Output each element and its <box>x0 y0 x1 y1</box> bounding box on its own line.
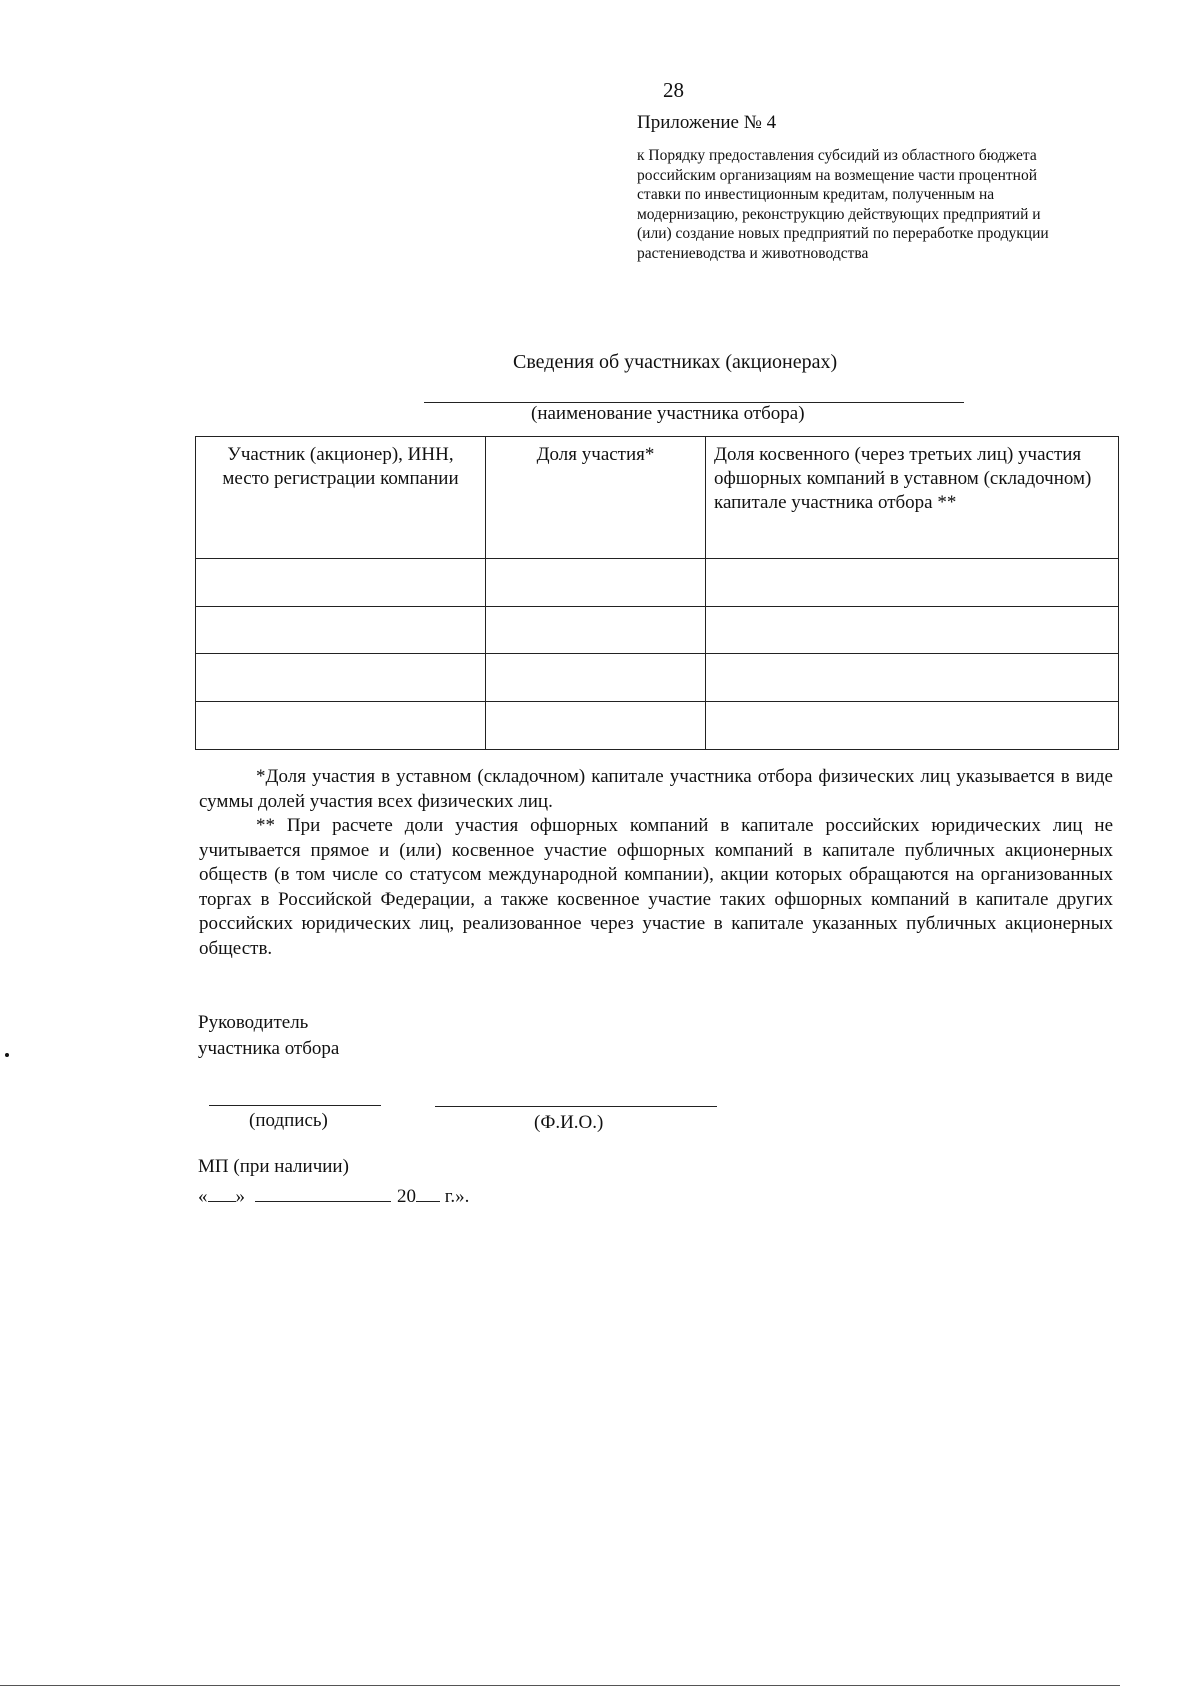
appendix-line: растениеводства и животноводства <box>637 244 869 262</box>
table-cell-offshore-share[interactable] <box>706 654 1119 702</box>
signature-field[interactable] <box>209 1105 381 1106</box>
table-row <box>196 702 1119 750</box>
appendix-line: российским организациям на возмещение части процентной <box>637 166 1037 184</box>
appendix-line: модернизацию, реконструкцию действующих предприятий и <box>637 205 1041 223</box>
date-month-field[interactable] <box>255 1183 391 1202</box>
table-cell-participant[interactable] <box>196 702 486 750</box>
table-row <box>196 606 1119 654</box>
table-header-row <box>196 437 1119 559</box>
full-name-field[interactable] <box>435 1106 717 1107</box>
footnote-offshore: ** При расчете доли участия офшорных компаний в капитале российских юридических лиц не учитывается прямое и (или) косвенное участие офшорных компаний в капитале публичных акционерных обществ (в том числе со статусом международной компании), акции которых обращаются на организованных торгах в Российской Федерации, а также косвенное участие таких офшорных компаний в капитале других российских юридических лиц, реализованное через участие в капитале указанных публичных акционерных обществ. <box>199 815 1113 959</box>
table-cell-participant[interactable] <box>196 558 486 606</box>
signatory-label <box>198 1010 339 1062</box>
appendix-line: (или) создание новых предприятий по переработке продукции <box>637 225 1049 243</box>
date-year-field[interactable] <box>416 1183 440 1202</box>
footnote-share: *Доля участия в уставном (складочном) капитале участника отбора физических лиц указывается в виде суммы долей участия всех физических лиц. <box>199 766 1113 812</box>
column-header-participant: Участник (акционер), ИНН, место регистрации компании <box>196 437 486 559</box>
full-name-caption: (Ф.И.О.) <box>534 1112 604 1133</box>
table-row <box>196 654 1119 702</box>
page-number: 28 <box>663 78 684 102</box>
signature-caption: (подпись) <box>249 1110 328 1131</box>
shareholders-table <box>195 436 1119 750</box>
column-header-offshore-share: Доля косвенного (через третьих лиц) участия офшорных компаний в уставном (складочном) капитале участника отбора ** <box>706 437 1119 559</box>
stamp-label: МП (при наличии) <box>198 1156 349 1177</box>
signatory-subtitle: участника отбора <box>198 1038 340 1059</box>
appendix-line: ставки по инвестиционным кредитам, полученным на <box>637 186 995 204</box>
page-bottom-edge <box>0 1685 1120 1686</box>
date-year-prefix: 20 <box>397 1186 416 1207</box>
date-open-quote: « <box>198 1186 208 1207</box>
form-title: Сведения об участниках (акционерах) <box>513 351 838 373</box>
table-cell-offshore-share[interactable] <box>706 702 1119 750</box>
column-header-share: Доля участия* <box>486 437 706 559</box>
table-cell-share[interactable] <box>486 654 706 702</box>
participant-name-caption: (наименование участника отбора) <box>531 403 805 424</box>
appendix-title: Приложение № 4 <box>637 112 777 133</box>
table-cell-share[interactable] <box>486 702 706 750</box>
appendix-line: к Порядку предоставления субсидий из областного бюджета <box>637 147 1037 164</box>
date-close-quote: » <box>235 1186 245 1207</box>
table-cell-share[interactable] <box>486 558 706 606</box>
date-line <box>198 1183 469 1209</box>
appendix-description <box>637 146 1127 264</box>
signatory-title: Руководитель <box>198 1012 309 1033</box>
table-cell-participant[interactable] <box>196 606 486 654</box>
date-year-suffix: г.». <box>440 1186 470 1207</box>
scan-speck <box>5 1053 9 1057</box>
table-cell-share[interactable] <box>486 606 706 654</box>
table-cell-offshore-share[interactable] <box>706 558 1119 606</box>
date-day-field[interactable] <box>208 1183 236 1202</box>
table-cell-offshore-share[interactable] <box>706 606 1119 654</box>
table-cell-participant[interactable] <box>196 654 486 702</box>
table-row <box>196 558 1119 606</box>
